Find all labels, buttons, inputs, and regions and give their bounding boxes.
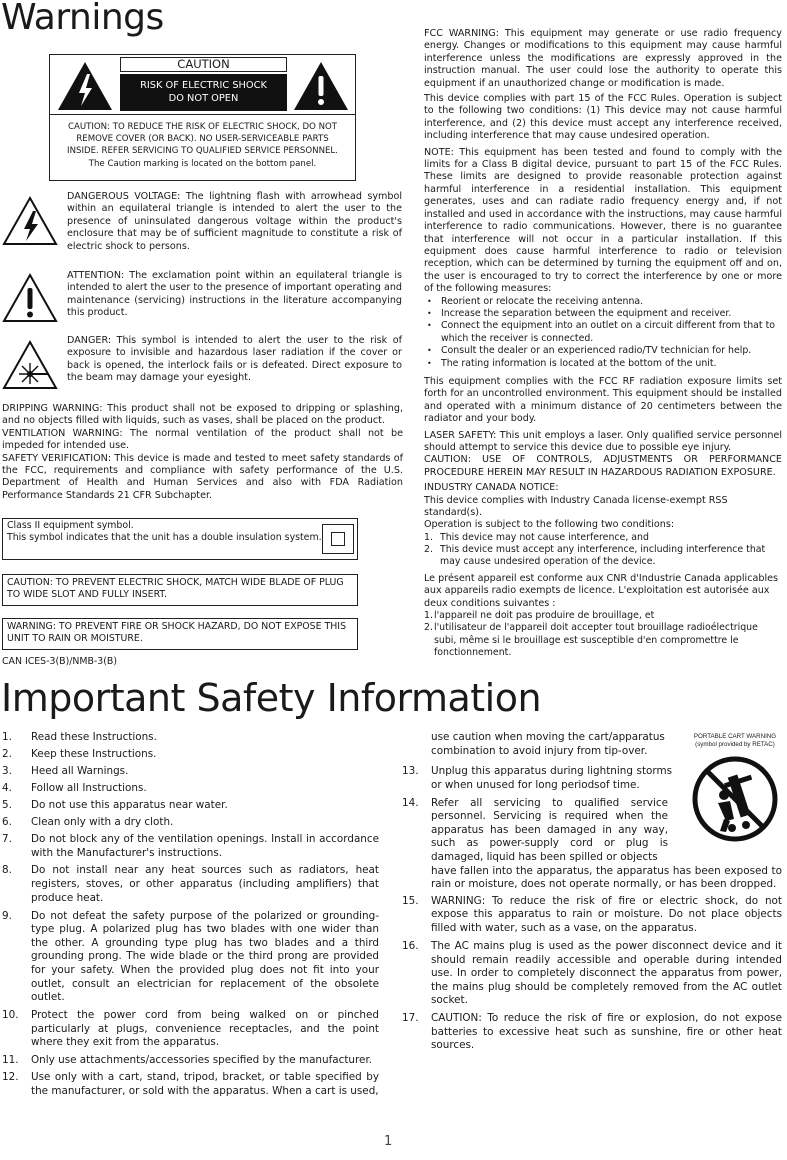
french-intro: Le présent appareil est conforme aux CNR d'Industrie Canada applicables aux appareils radio exempts de licence. L'exploitation est autorisée aux deux conditions suivantes : — [424, 572, 779, 609]
item-text: Only use attachments/accessories specified by the manufacturer. — [31, 1054, 373, 1067]
list-item: • Consult the dealer or an experienced radio/TV technician for help. — [424, 345, 782, 357]
item-text: The AC mains plug is used as the power disconnect device and it should remain readily accessible and operable during intended use. In order to completely disconnect the apparatus from power, the mains plug should be completely removed from the AC outlet socket. — [431, 939, 782, 1007]
list-item — [424, 544, 782, 569]
item-text: This device may not cause interference, and — [440, 531, 649, 543]
item-number: 3. — [2, 764, 12, 777]
item-text: Do not defeat the safety purpose of the polarized or grounding-type plug. A polarized plug has two blades with one wider than the other. A grounding type plug has two blades and a third grounding prong. The wide blade or the third prong are provided for your safety. When the provided plug does not fit into your outlet, consult an electrician for replacement of the obsolete outlet. — [31, 909, 379, 1004]
symbol-text: This symbol is intended to alert the user to the risk of exposure to invisible and hazardous laser radiation if the cover or back is opened, the interlock fails or is defeated. Direct exposure to the beam may damage your eyesight. — [67, 335, 402, 384]
item-text: Use only with a cart, stand, tripod, bracket, or table specified by the manufacturer, or sold with the apparatus. When a cart is used, — [31, 1070, 379, 1097]
list-item: • The rating information is located at the bottom of the unit. — [424, 358, 782, 370]
item-number: 2. — [424, 622, 433, 634]
item-number: 9. — [2, 909, 12, 922]
warning-fire-label: WARNING: — [7, 621, 56, 632]
note-text: This equipment has been tested and found to comply with the limits for a Class B digital device, pursuant to part 15 of the FCC Rules. These limits are designed to provide reasonable protection against harmful interference in a residential installation. This equipment generates, uses and can radiate radio frequency energy and, if not installed and used in accordance with the instructions, may cause harmful interference to radio communications. However, there is no guarantee that interference will not occur in a particular installation. If this equipment does cause harmful interference to radio or television reception, which can be determined by turning the equipment off and on, the user is encouraged to try to correct the interference by one or more of the following measures: — [424, 146, 782, 295]
item-number: 7. — [2, 832, 12, 845]
safety-list-left — [2, 731, 379, 1103]
french-list — [424, 610, 782, 659]
part15-text: This device complies with part 15 of the FCC Rules. Operation is subject to the following two conditions: (1) This device may not cause harmful interference, and (2) this device must accept any interference received, including interference that may cause undesired operation. — [424, 93, 782, 142]
item-text: Keep these Instructions. — [31, 747, 157, 760]
item-text: WARNING: To reduce the risk of fire or electric shock, do not expose this apparatus to rain or moisture. Do not place objects filled with water, such as a vase, on the apparatus. — [431, 894, 782, 934]
list-item — [2, 1054, 379, 1068]
lightning-triangle-icon — [2, 195, 58, 247]
safety-title: Important Safety Information — [1, 676, 542, 720]
double-insulation-icon — [322, 524, 354, 554]
item-text: Unplug this apparatus during lightning storms or when unused for long periodsof time. — [431, 765, 672, 791]
laser-safety — [424, 430, 782, 455]
caution-text-line-3: INSIDE. REFER SERVICING TO QUALIFIED SERVICE PERSONNEL. — [67, 146, 338, 157]
ic-line-2: Operation is subject to the following two conditions: — [424, 519, 675, 531]
list-item — [2, 910, 379, 1005]
fcc-note — [424, 147, 782, 296]
risk-line-1: RISK OF ELECTRIC SHOCK — [140, 80, 267, 91]
item-number: 14. — [402, 796, 419, 809]
item-number: 2. — [424, 544, 433, 556]
fcc-warning-text: This equipment may generate or use radio frequency energy. Changes or modifications to this equipment may cause harmful interference unless the modifications are expressly approved in the instruction manual. The user could lose the authority to operate this equipment if an unauthorized change or modification is made. — [424, 28, 782, 89]
exclamation-triangle-icon — [292, 60, 350, 112]
cart-warning-line-2: (symbol provided by RETAC) — [695, 741, 775, 748]
ventilation-label: VENTILATION WARNING: — [2, 427, 123, 439]
item-text: Follow all Instructions. — [31, 781, 147, 794]
item-number: 17. — [402, 1012, 419, 1025]
list-item — [2, 864, 379, 905]
dripping-text: This product shall not be exposed to dripping or splashing, and no objects filled with liquids, such as vases, shall be placed on the product. — [2, 403, 404, 427]
item-number: 6. — [2, 815, 12, 828]
note-label: NOTE: — [424, 146, 454, 158]
item-text: Read these Instructions. — [31, 731, 157, 743]
symbol-label: DANGER: — [67, 335, 112, 346]
caution-text-line-4: The Caution marking is located on the bottom panel. — [88, 158, 317, 169]
fcc-warning — [424, 28, 782, 90]
lightning-triangle-icon — [56, 60, 114, 112]
item-number: 2. — [2, 747, 12, 760]
ices-label: CAN ICES-3(B)/NMB-3(B) — [2, 656, 118, 667]
caution-heading: CAUTION — [120, 57, 287, 72]
exclamation-triangle-icon — [2, 272, 58, 324]
item-text: Heed all Warnings. — [31, 764, 129, 777]
list-item — [402, 797, 782, 892]
laser-icon — [2, 339, 58, 391]
fcc-warning-label: FCC WARNING: — [424, 28, 499, 39]
safety-verification-text: This device is made and tested to meet safety standards of the FCC, requirements and compliance with safety performance of the U.S. Department of Health and Human Services and also with FDA Radiation Performance Standards 21 CFR Subchapter. — [2, 452, 403, 501]
item-number: 13. — [402, 765, 419, 777]
list-item — [402, 1012, 782, 1053]
symbol-label: DANGEROUS VOLTAGE: — [67, 191, 181, 202]
item-text: Do not block any of the ventilation openings. Install in accordance with the Manufacturer's instructions. — [31, 832, 379, 859]
warning-fire-text: TO PREVENT FIRE OR SHOCK HAZARD, DO NOT EXPOSE THIS UNIT TO RAIN OR MOISTURE. — [7, 621, 347, 645]
dripping-label: DRIPPING WARNING: — [2, 403, 103, 414]
warnings-title: Warnings — [1, 0, 164, 38]
symbol-text: The lightning flash with arrowhead symbol within an equilateral triangle is intended to alert the user to the presence of uninsulated dangerous voltage within the product's enclosure that may be of sufficient magnitude to constitute a risk of electric shock to persons. — [67, 191, 402, 252]
list-item — [2, 833, 379, 860]
class2-line-1: Class II equipment symbol. — [7, 520, 134, 531]
list-item — [2, 748, 379, 762]
caution-plug-text: TO PREVENT ELECTRIC SHOCK, MATCH WIDE BLADE OF PLUG TO WIDE SLOT AND FULLY INSERT. — [7, 577, 344, 601]
list-item — [402, 765, 672, 792]
risk-banner — [120, 74, 287, 111]
measures-list — [424, 296, 782, 370]
list-item: • Connect the equipment into an outlet on a circuit different from that to which the receiver is connected. — [424, 320, 782, 345]
item-text: l'utilisateur de l'appareil doit accepter tout brouillage radioélectrique subi, même si le brouillage est susceptible d'en compromettre le fonctionnement. — [434, 622, 758, 658]
laser-caution: CAUTION: USE OF CONTROLS, ADJUSTMENTS OR PERFORMANCE PROCEDURE HEREIN MAY RESULT IN HAZARDOUS RADIATION EXPOSURE. — [424, 454, 782, 478]
list-item — [402, 895, 782, 936]
warning-fire-box — [2, 618, 358, 650]
caution-text-line-2: REMOVE COVER (OR BACK). NO USER-SERVICEABLE PARTS — [76, 134, 329, 145]
item-text: l'appareil ne doit pas produire de brouillage, et — [434, 609, 655, 621]
caution-plug-box — [2, 574, 358, 606]
laser-safety-text: This unit employs a laser. Only qualified service personnel should attempt to service this device due to possible eye injury. — [424, 429, 782, 453]
item-number: 1. — [424, 531, 433, 543]
dripping-warning — [2, 403, 403, 428]
risk-line-2: DO NOT OPEN — [168, 93, 239, 104]
ic-line-1: This device complies with Industry Canada license-exempt RSS standard(s). — [424, 494, 728, 519]
list-item — [424, 622, 782, 659]
item-number: 4. — [2, 781, 12, 794]
item-number: 15. — [402, 894, 419, 907]
list-item — [2, 816, 379, 830]
symbol-row-danger — [0, 335, 402, 393]
ventilation-text: The normal ventilation of the product shall not be impeded for intended use. — [2, 427, 403, 452]
ic-heading: INDUSTRY CANADA NOTICE: — [424, 482, 559, 494]
list-item — [402, 940, 782, 1008]
item-number: 1. — [424, 609, 433, 621]
item-text: This device must accept any interference, including interference that may cause undesired operation of the device. — [440, 544, 766, 568]
safety-verification — [2, 453, 403, 503]
item-text: Protect the power cord from being walked on or pinched particularly at plugs, convenience receptacles, and the point where they exit from the apparatus. — [31, 1009, 379, 1049]
item-text: Do not use this apparatus near water. — [31, 798, 228, 811]
laser-safety-label: LASER SAFETY: — [424, 429, 497, 441]
cart-warning-line-1: PORTABLE CART WARNING — [693, 733, 777, 740]
item-number: 11. — [2, 1054, 19, 1067]
safety-list-right — [402, 765, 782, 1057]
right-column — [424, 28, 782, 659]
item-number: 1. — [2, 731, 12, 743]
item-text-continued: have fallen into the apparatus, the apparatus has been exposed to rain or moisture, does not operate normally, or has been dropped. — [431, 864, 782, 891]
symbol-row-attention — [0, 270, 402, 330]
list-item: • Reorient or relocate the receiving antenna. — [424, 296, 782, 308]
caution-box — [49, 54, 356, 181]
caution-text — [52, 121, 353, 170]
caution-text-line-1: CAUTION: TO REDUCE THE RISK OF ELECTRIC SHOCK, DO NOT — [67, 122, 338, 132]
safety-verification-label: SAFETY VERIFICATION: — [2, 452, 112, 464]
ventilation-warning — [2, 428, 403, 453]
left-warnings — [2, 403, 403, 502]
symbol-row-dangerous-voltage — [0, 191, 402, 261]
item-number: 10. — [2, 1009, 19, 1022]
item-number: 5. — [2, 798, 12, 811]
rf-exposure: This equipment complies with the FCC RF radiation exposure limits set forth for an uncontrolled environment. This equipment should be installed and operated with a minimum distance of 20 centimeters between the radiator and your body. — [424, 375, 782, 425]
list-item — [2, 799, 379, 813]
item-number: 8. — [2, 864, 12, 877]
list-item — [2, 731, 379, 745]
item-text: CAUTION: To reduce the risk of fire or explosion, do not expose batteries to excessive heat such as sunshine, fire or other heat sources. — [431, 1012, 782, 1052]
list-item — [2, 765, 379, 779]
item-text: Do not install near any heat sources such as radiators, heat registers, stoves, or other apparatus (including amplifiers) that produce heat. — [31, 864, 379, 904]
symbol-text: The exclamation point within an equilateral triangle is intended to alert the user to the presence of important operating and maintenance (servicing) instructions in the literature accompanying this product. — [67, 270, 402, 319]
list-item — [424, 610, 782, 622]
list-item — [2, 1071, 379, 1098]
item-number: 12. — [2, 1070, 19, 1083]
caution-plug-label: CAUTION: — [7, 577, 53, 588]
list-item — [2, 1009, 379, 1050]
class2-box — [2, 518, 358, 560]
class2-line-2: This symbol indicates that the unit has a double insulation system. — [7, 532, 322, 544]
list-item: • Increase the separation between the equipment and receiver. — [424, 308, 782, 320]
item-number: 16. — [402, 939, 419, 952]
symbol-label: ATTENTION: — [67, 270, 125, 281]
ic-list — [424, 532, 782, 569]
page-number: 1 — [384, 1134, 393, 1149]
list-item — [2, 782, 379, 796]
safety-12-cont: use caution when moving the cart/apparatus combination to avoid injury from tip-over. — [431, 731, 665, 757]
item-text: Clean only with a dry cloth. — [31, 815, 174, 828]
item-text: Refer all servicing to qualified service personnel. Servicing is required when the apparatus has been damaged in any way, such as power-supply cord or plug is damaged, liquid has been spilled or objects — [431, 796, 668, 863]
list-item — [424, 532, 782, 544]
